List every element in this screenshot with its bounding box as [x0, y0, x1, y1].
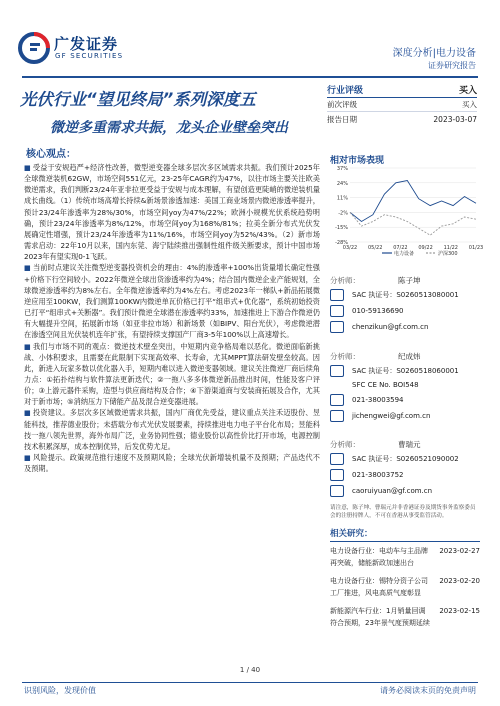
- analyst-label: 分析师：: [330, 440, 360, 449]
- x-tick-label: 01/23: [468, 245, 484, 251]
- analyst-email[interactable]: jichengwei@gf.com.cn: [352, 412, 431, 420]
- relative-performance-chart: [330, 164, 484, 258]
- y-tick-label: 24%: [336, 180, 348, 187]
- series-line: [350, 212, 476, 235]
- y-tick-label: -28%: [335, 240, 348, 246]
- analyst-list: [330, 275, 480, 499]
- core-paragraph-1: ■ 受益于安规趋严+经济性改善，微型逆变器全球多层次多区域需求共振。我们预计2025年全球微逆装机62GW，市场空间551亿元，23-25年CAGR约为47%，以往市场主要关注欧美微逆需求，我们判断23/24年亚非拉更受益于安规与成本理解，有望创造更陡峭的微逆装机量成长曲线。（1）传统市场高增长持续&新场景渗透加速：美国工商业场景内微逆渗透率提升，预计23/24年渗透率为28%/30%，市场空间yoy为47%/22%；欧洲小规模光伏系统趋势明确，预计23/24年渗透率为8%/12%，市场空间yoy为168%/81%；拉美全新分布式光伏发展确定性增强，预计23/24年渗透率为11%/16%，市场空间yoy为52%/43%。（2）新市场需求启动：22年10月以来，国内东莞、海宁陆续推出强制性组件级关断要求，预计中国市场2023年有望实现0-1飞跃。: [24, 163, 320, 262]
- prev-rating-value: 买入: [462, 100, 477, 109]
- footer-slogan: 识别风险，发现价值: [24, 686, 96, 695]
- analyst-name: 纪成炜: [398, 352, 421, 361]
- id-card-icon: [330, 365, 344, 377]
- analyst-email[interactable]: caoruiyuan@gf.com.cn: [352, 487, 433, 495]
- analyst-card: 分析师： 纪成炜 SAC 执证号：S0260518060001 SFC CE No. BOI548 021-38003594 jichengwei@gf.com.cn: [330, 352, 459, 420]
- legend-label: 沪深300: [438, 251, 458, 257]
- analyst-name: 陈子坤: [398, 276, 421, 285]
- rating-box: [327, 82, 477, 146]
- header-divider: [22, 76, 478, 78]
- rating-label: 行业评级: [327, 86, 364, 96]
- email-icon: [330, 485, 344, 497]
- report-header: [0, 0, 500, 78]
- core-views-title: 核心观点：: [26, 149, 76, 160]
- series-line: [350, 181, 476, 222]
- analyst-label: 分析师：: [330, 276, 360, 285]
- x-tick-label: 07/22: [393, 245, 408, 251]
- footer-divider: [22, 682, 478, 683]
- core-paragraph-4: ■ 投资建议。多层次多区域微逆需求共振，国内厂商优先受益，建议重点关注禾迈股份、昱能科技，推荐德业股份；未搭载分布式光伏发展要素，持续推进电力电子平台化布局；昱能科技一拖八领先世界，海外布局广泛，业务协同性强；德业股份以高性价比打开市场，电源控制技术积累深厚，成本控制优异，后发优势尤足。: [24, 408, 320, 451]
- phone-icon: [330, 469, 344, 481]
- bullet-icon: ■: [24, 263, 31, 273]
- bullet-icon: ■: [24, 453, 31, 463]
- x-tick-label: 11/22: [443, 245, 459, 251]
- related-item[interactable]: 新能源汽车行业：1月销量回调符合预期，23年景气度预期延续 2023-02-15: [330, 607, 480, 627]
- x-tick-label: 03/22: [342, 245, 358, 251]
- company-logo: [18, 32, 138, 66]
- logo-text-en: GF SECURITIES: [55, 52, 124, 60]
- market-performance-title: 相对市场表现: [330, 156, 385, 166]
- y-tick-label: -2%: [338, 210, 348, 217]
- report-category: 深度分析|电力设备: [392, 48, 476, 59]
- id-card-icon: [330, 453, 344, 465]
- core-views-body: [24, 162, 320, 474]
- analyst-email[interactable]: chenzikun@gf.com.cn: [352, 323, 429, 331]
- related-item[interactable]: 电力设备行业：锡特分资子公司工厂推进，风电高质气度彰显 2023-02-20: [330, 577, 480, 597]
- logo-text-cn: 广发证券: [54, 35, 119, 53]
- core-paragraph-5: ■ 风险提示。政策规范推行速度不及预期风险；全球光伏新增装机量不及预期；产品迭代不及预期。: [24, 453, 320, 474]
- email-icon: [330, 410, 344, 422]
- report-title: 光伏行业“望见终局”系列深度五: [20, 90, 256, 109]
- related-research-title: 相关研究：: [330, 529, 373, 539]
- core-paragraph-2: ■ 当前时点建议关注微型逆变器投资机会的理由：4%的渗透率+100%出货量增长确定性强+价格下行空间较小。2022年微逆全球出货渗透率约为4%；结合国内微逆企业产能规划，全球微逆渗透率约为8%左右。全年微逆渗透率约为4%左右。考虑2023年一梯队+新品拓展微逆应用至100KW，我们测算100KW内微逆单瓦价格已打平“组串式+优化器”，系统初始投资已打平“组串式+关断器”。我们预计微逆全球潜在渗透率约33%，加速推进上下游合作微逆仍有大幅提升空间，拓展新市场（如亚非拉市场）和新场景（如BIPV、阳台光伏），考虑微逆潜在渗透空间且光伏装机连年扩张，有望持续支撑国产厂商3-5年100%以上高速增长。: [24, 263, 320, 340]
- y-tick-label: 37%: [336, 166, 348, 172]
- footer-disclaimer-link[interactable]: 请务必阅读末页的免责声明: [380, 686, 476, 695]
- gf-logo-icon: [18, 32, 50, 64]
- id-card-icon: [330, 289, 344, 301]
- bullet-icon: ■: [24, 341, 31, 351]
- prev-rating-label: 前次评级: [327, 100, 357, 109]
- related-divider: [330, 541, 480, 542]
- report-date-value: 2023-03-07: [433, 114, 477, 124]
- x-tick-label: 09/22: [418, 245, 433, 251]
- analyst-name: 曹瑞元: [398, 440, 421, 449]
- report-type: 证券研究报告: [428, 61, 476, 70]
- report-subtitle: 微逆多重需求共振，龙头企业壁垒突出: [50, 120, 288, 136]
- related-item[interactable]: 电力设备行业：电动车与主品牌再突破，储能新政加速出台 2023-02-27: [330, 547, 480, 567]
- report-date-label: 报告日期: [327, 114, 357, 124]
- y-tick-label: 11%: [336, 195, 348, 202]
- bullet-icon: ■: [24, 408, 31, 418]
- bullet-icon: ■: [24, 163, 31, 172]
- analyst-label: 分析师：: [330, 352, 360, 361]
- phone-icon: [330, 305, 344, 317]
- rating-value: 买入: [458, 86, 477, 96]
- email-icon: [330, 321, 344, 333]
- core-paragraph-3: ■ 我们与市场不同的观点：微逆技术壁垒突出，中短期内竞争格局难以恶化。微逆面临新挑战、小体积要求，且需要在此限制下实现高效率、长寿命，尤其MPPT算法研发壁垒较高。因此，新进入玩家多数以优化器入手，短期内难以进入微逆变器领域。建议关注微逆厂商后续角力点：①拓扑结构与软件算法更新迭代；②一拖八多多体微逆新品推出时间，性能及客户评价；③上游元器件采购，造型与供应商结构及合作；④下游渠道商与安装商拓展及合作，尤其对于新市场；⑤消纳压力下储能产品及混合逆变器进展。: [24, 341, 320, 407]
- page-number: 1 / 40: [239, 666, 261, 674]
- y-tick-label: -15%: [335, 225, 348, 232]
- analyst-card: 分析师： 曹瑞元 SAC 执证号：S0260521090002 021-38003752 caoruiyuan@gf.com.cn: [330, 440, 459, 495]
- legend-label: 电力设备: [394, 251, 415, 257]
- related-research-list: [330, 545, 480, 635]
- analyst-card: 分析师： 陈子坤 SAC 执证号：S0260513080001 010-59136690 chenzikun@gf.com.cn: [330, 276, 459, 331]
- analyst-disclaimer: 请注意，陈子坤、曹瑞元并非香港证券及期货事务监察委员会的注册持牌人，不可在香港从事受监管活动。: [330, 505, 476, 519]
- phone-icon: [330, 394, 344, 406]
- x-tick-label: 05/22: [367, 245, 383, 251]
